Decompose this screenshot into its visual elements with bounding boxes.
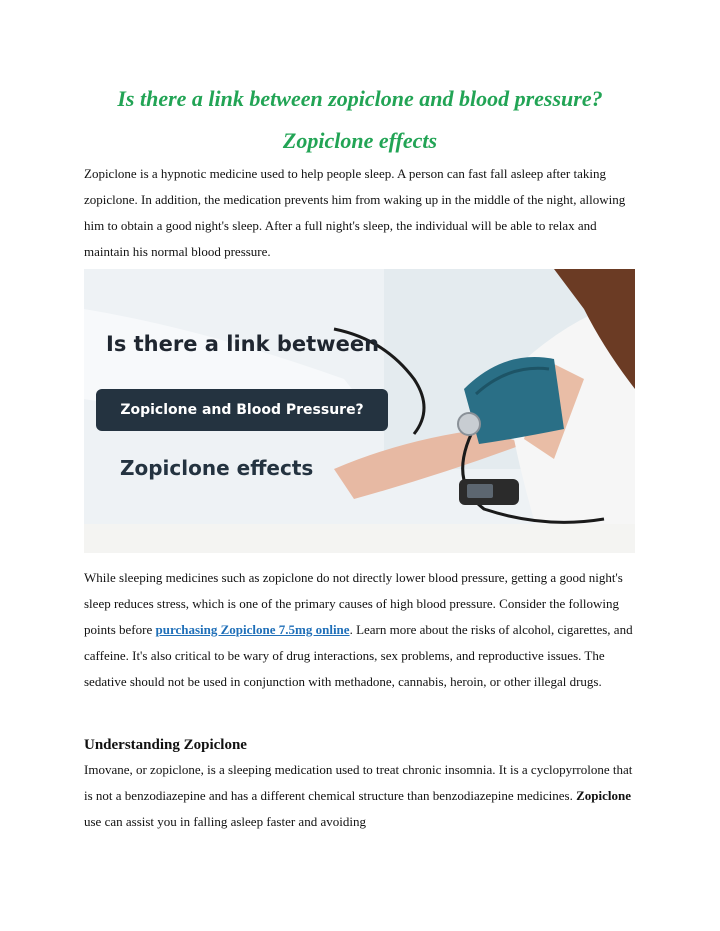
hero-badge-text: Zopiclone and Blood Pressure? xyxy=(120,402,364,418)
section-bold-word: Zopiclone xyxy=(576,788,632,803)
hero-headline: Is there a link between xyxy=(106,332,380,356)
hero-subheadline: Zopiclone effects xyxy=(120,456,314,480)
page-subtitle: Zopiclone effects xyxy=(282,128,438,153)
purchase-link[interactable]: purchasing Zopiclone 7.5mg online xyxy=(155,622,350,637)
section-text-1: Imovane, or zopiclone, is a sleeping medication used to treat chronic insomnia. It is a cyclopyrrolone that is not a benzodiazepine and has a different chemical structure than benzodiazepine medicines. xyxy=(84,762,633,803)
body-text-1: While sleeping medicines such as zopiclone do not directly lower blood pressure, getting a good night's sleep reduces stress, which is one of the primary causes of high blood pressure. Consider the following points before xyxy=(84,570,623,637)
section-text-2: use can assist you in falling asleep faster and avoiding xyxy=(84,814,366,829)
hero-badge xyxy=(96,389,388,431)
section-paragraph xyxy=(84,757,640,835)
intro-paragraph: Zopiclone is a hypnotic medicine used to help people sleep. A person can fast fall asleep after taking zopiclone. In addition, the medication prevents him from waking up in the middle of the night, allowing him to obtain a good night's sleep. After a full night's sleep, the individual will be able to relax and maintain his normal blood pressure. xyxy=(84,166,626,259)
hero-image xyxy=(84,269,635,553)
body-paragraph xyxy=(84,565,640,695)
section-heading: Understanding Zopiclone xyxy=(84,737,247,753)
page-title: Is there a link between zopiclone and blood pressure? xyxy=(117,86,603,111)
body-text-2: . Learn more about the risks of alcohol, cigarettes, and caffeine. It's also critical to be wary of drug interactions, sex problems, and reproductive issues. The sedative should not be used in conjunction with methadone, cannabis, heroin, or other illegal drugs. xyxy=(84,622,633,689)
